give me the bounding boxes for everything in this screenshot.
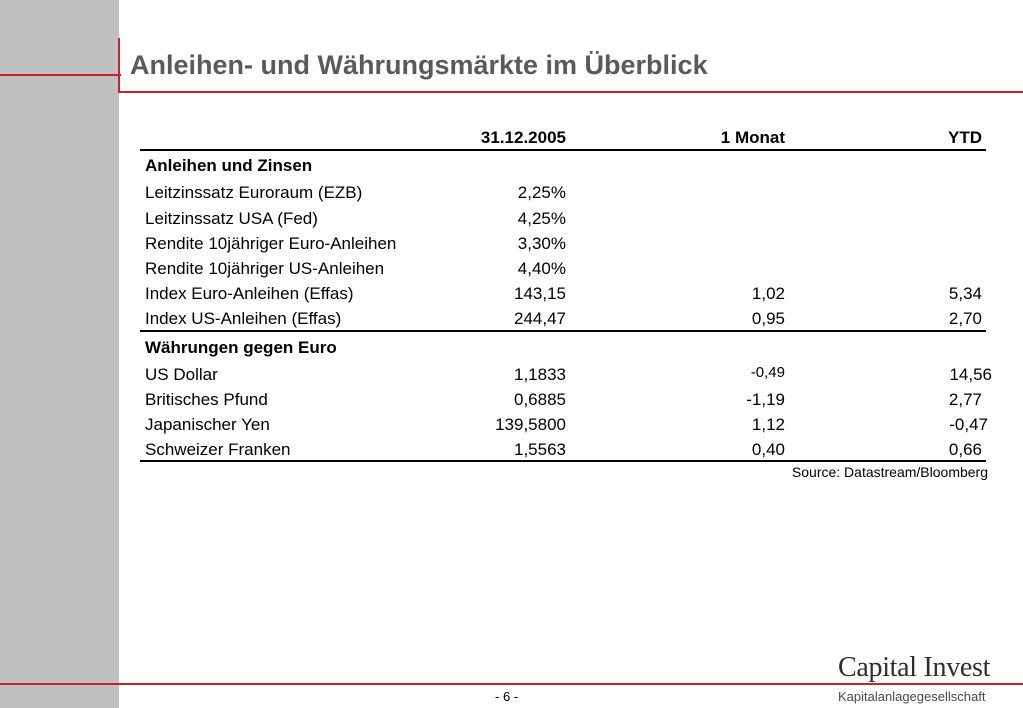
row-date-value: 143,15 (514, 284, 566, 303)
logo-wordmark: Capital Invest (838, 652, 991, 683)
logo-subtitle: Kapitalanlagegesellschaft (838, 689, 986, 704)
row-ytd-value: -0,47 (949, 415, 988, 434)
table-row (0, 182, 1023, 204)
section-heading-row (0, 155, 1023, 177)
row-date-value: 244,47 (514, 309, 566, 328)
row-ytd-value: 5,34 (948, 284, 982, 303)
row-date-value: 1,1833 (514, 365, 566, 384)
row-ytd-value: 2,77 (948, 390, 982, 409)
row-month-value: 0,40 (751, 440, 785, 459)
accent-line-top (0, 74, 121, 76)
table-header-row (0, 127, 1023, 149)
section-heading-bonds: Anleihen und Zinsen (145, 156, 313, 175)
table-row (0, 258, 1023, 280)
table-row (0, 233, 1023, 255)
row-date-value: 1,5563 (514, 440, 566, 459)
row-month-value: -0,49 (750, 364, 785, 381)
row-label: Schweizer Franken (145, 440, 291, 459)
column-header-month: 1 Monat (720, 128, 785, 147)
section-heading-currencies: Währungen gegen Euro (145, 338, 337, 357)
company-logo (838, 654, 1018, 704)
row-date-value: 4,40% (517, 259, 566, 278)
page-title: Anleihen- und Währungsmärkte im Überblick (130, 50, 708, 80)
table-rule-bottom (140, 460, 986, 462)
title-underline (118, 91, 1023, 93)
table-row (0, 283, 1023, 305)
row-label: Japanischer Yen (145, 415, 270, 434)
row-month-value: 0,95 (751, 309, 785, 328)
table-row (0, 439, 1023, 461)
row-month-value: -1,19 (746, 390, 785, 409)
row-ytd-value: 14,56 (949, 365, 992, 384)
row-ytd-value: 2,70 (948, 309, 982, 328)
accent-line-vertical (118, 38, 120, 93)
source-note: Source: Datastream/Bloomberg (791, 464, 988, 480)
row-label: Index US-Anleihen (Effas) (145, 309, 342, 328)
table-row (0, 208, 1023, 230)
row-label: Britisches Pfund (145, 390, 268, 409)
row-date-value: 0,6885 (514, 390, 566, 409)
table-row (0, 308, 1023, 330)
row-date-value: 3,30% (517, 234, 566, 253)
column-header-ytd: YTD (948, 128, 982, 147)
row-label: US Dollar (145, 365, 218, 384)
row-date-value: 2,25% (517, 183, 566, 202)
row-label: Leitzinssatz USA (Fed) (145, 209, 318, 228)
table-row (0, 364, 1023, 386)
row-date-value: 4,25% (517, 209, 566, 228)
table-row (0, 414, 1023, 436)
row-month-value: 1,02 (751, 284, 785, 303)
row-month-value: 1,12 (751, 415, 785, 434)
row-date-value: 139,5800 (495, 415, 566, 434)
page-number: - 6 - (495, 689, 519, 704)
column-header-date: 31.12.2005 (480, 128, 566, 147)
row-label: Rendite 10jähriger Euro-Anleihen (145, 234, 397, 253)
row-ytd-value: 0,66 (948, 440, 982, 459)
row-label: Rendite 10jähriger US-Anleihen (145, 259, 385, 278)
row-label: Index Euro-Anleihen (Effas) (145, 284, 354, 303)
table-rule-header (140, 149, 986, 151)
table-rule-section (140, 330, 986, 332)
section-heading-row (0, 337, 1023, 359)
table-row (0, 389, 1023, 411)
row-label: Leitzinssatz Euroraum (EZB) (145, 183, 363, 202)
